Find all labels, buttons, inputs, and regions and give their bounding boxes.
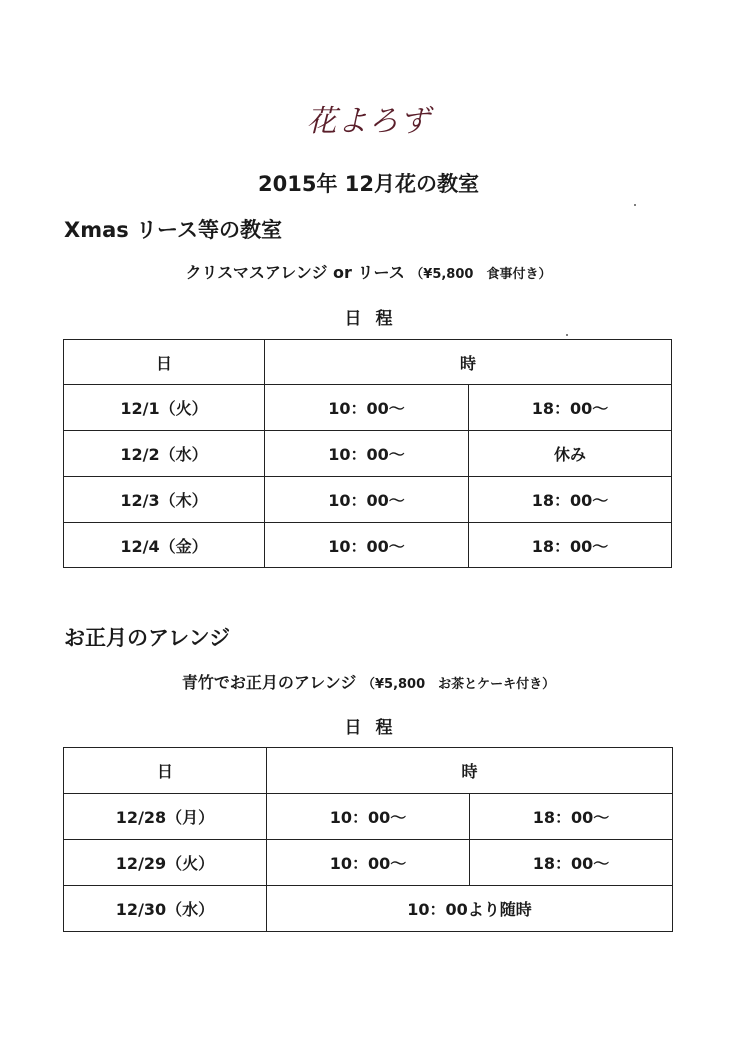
time-slot-cell: 休み <box>469 431 672 477</box>
schedule-table-newyear <box>63 747 673 932</box>
time-slot-cell: 10：00〜 <box>265 385 469 431</box>
course-line-newyear <box>0 670 737 693</box>
time-slot-cell: 10：00〜 <box>265 431 469 477</box>
table-header-row <box>64 340 672 385</box>
date-cell: 12/30（水） <box>64 886 267 932</box>
date-cell: 12/3（木） <box>64 477 265 523</box>
date-cell: 12/4（金） <box>64 523 265 568</box>
time-slot-cell: 10：00〜 <box>265 477 469 523</box>
table-row <box>64 477 672 523</box>
header-time: 時 <box>265 340 672 385</box>
section-heading-newyear: お正月のアレンジ <box>64 626 231 650</box>
page-title: 2015年 12月花の教室 <box>258 172 479 196</box>
table-header-row <box>64 748 673 794</box>
course-price: （¥5,800 食事付き） <box>410 267 552 282</box>
merged-time-cell: 10：00より随時 <box>267 886 673 932</box>
schedule-table-xmas <box>63 339 672 568</box>
time-slot-cell: 10：00〜 <box>265 523 469 568</box>
table-row <box>64 431 672 477</box>
table-row <box>64 794 673 840</box>
time-slot-cell: 18：00〜 <box>470 794 673 840</box>
course-line-xmas <box>0 260 737 283</box>
logo: 花よろず <box>306 104 431 139</box>
date-cell: 12/28（月） <box>64 794 267 840</box>
time-slot-cell: 18：00〜 <box>469 477 672 523</box>
time-slot-cell: 18：00〜 <box>469 385 672 431</box>
schedule-label: 日程 <box>344 718 407 738</box>
table-row <box>64 523 672 568</box>
table-row <box>64 385 672 431</box>
course-name: クリスマスアレンジ or リース <box>185 263 405 282</box>
scan-speck <box>634 204 636 206</box>
date-cell: 12/1（火） <box>64 385 265 431</box>
header-time: 時 <box>267 748 673 794</box>
time-slot-cell: 18：00〜 <box>469 523 672 568</box>
time-slot-cell: 10：00〜 <box>267 840 470 886</box>
table-row <box>64 886 673 932</box>
course-price: （¥5,800 お茶とケーキ付き） <box>361 677 556 692</box>
time-slot-cell: 18：00〜 <box>470 840 673 886</box>
date-cell: 12/2（水） <box>64 431 265 477</box>
scan-speck <box>566 334 568 336</box>
schedule-label: 日程 <box>344 309 407 329</box>
header-day: 日 <box>64 748 267 794</box>
time-slot-cell: 10：00〜 <box>267 794 470 840</box>
course-name: 青竹でお正月のアレンジ <box>181 673 357 692</box>
header-day: 日 <box>64 340 265 385</box>
section-heading-xmas: Xmas リース等の教室 <box>64 218 283 242</box>
date-cell: 12/29（火） <box>64 840 267 886</box>
table-row <box>64 840 673 886</box>
